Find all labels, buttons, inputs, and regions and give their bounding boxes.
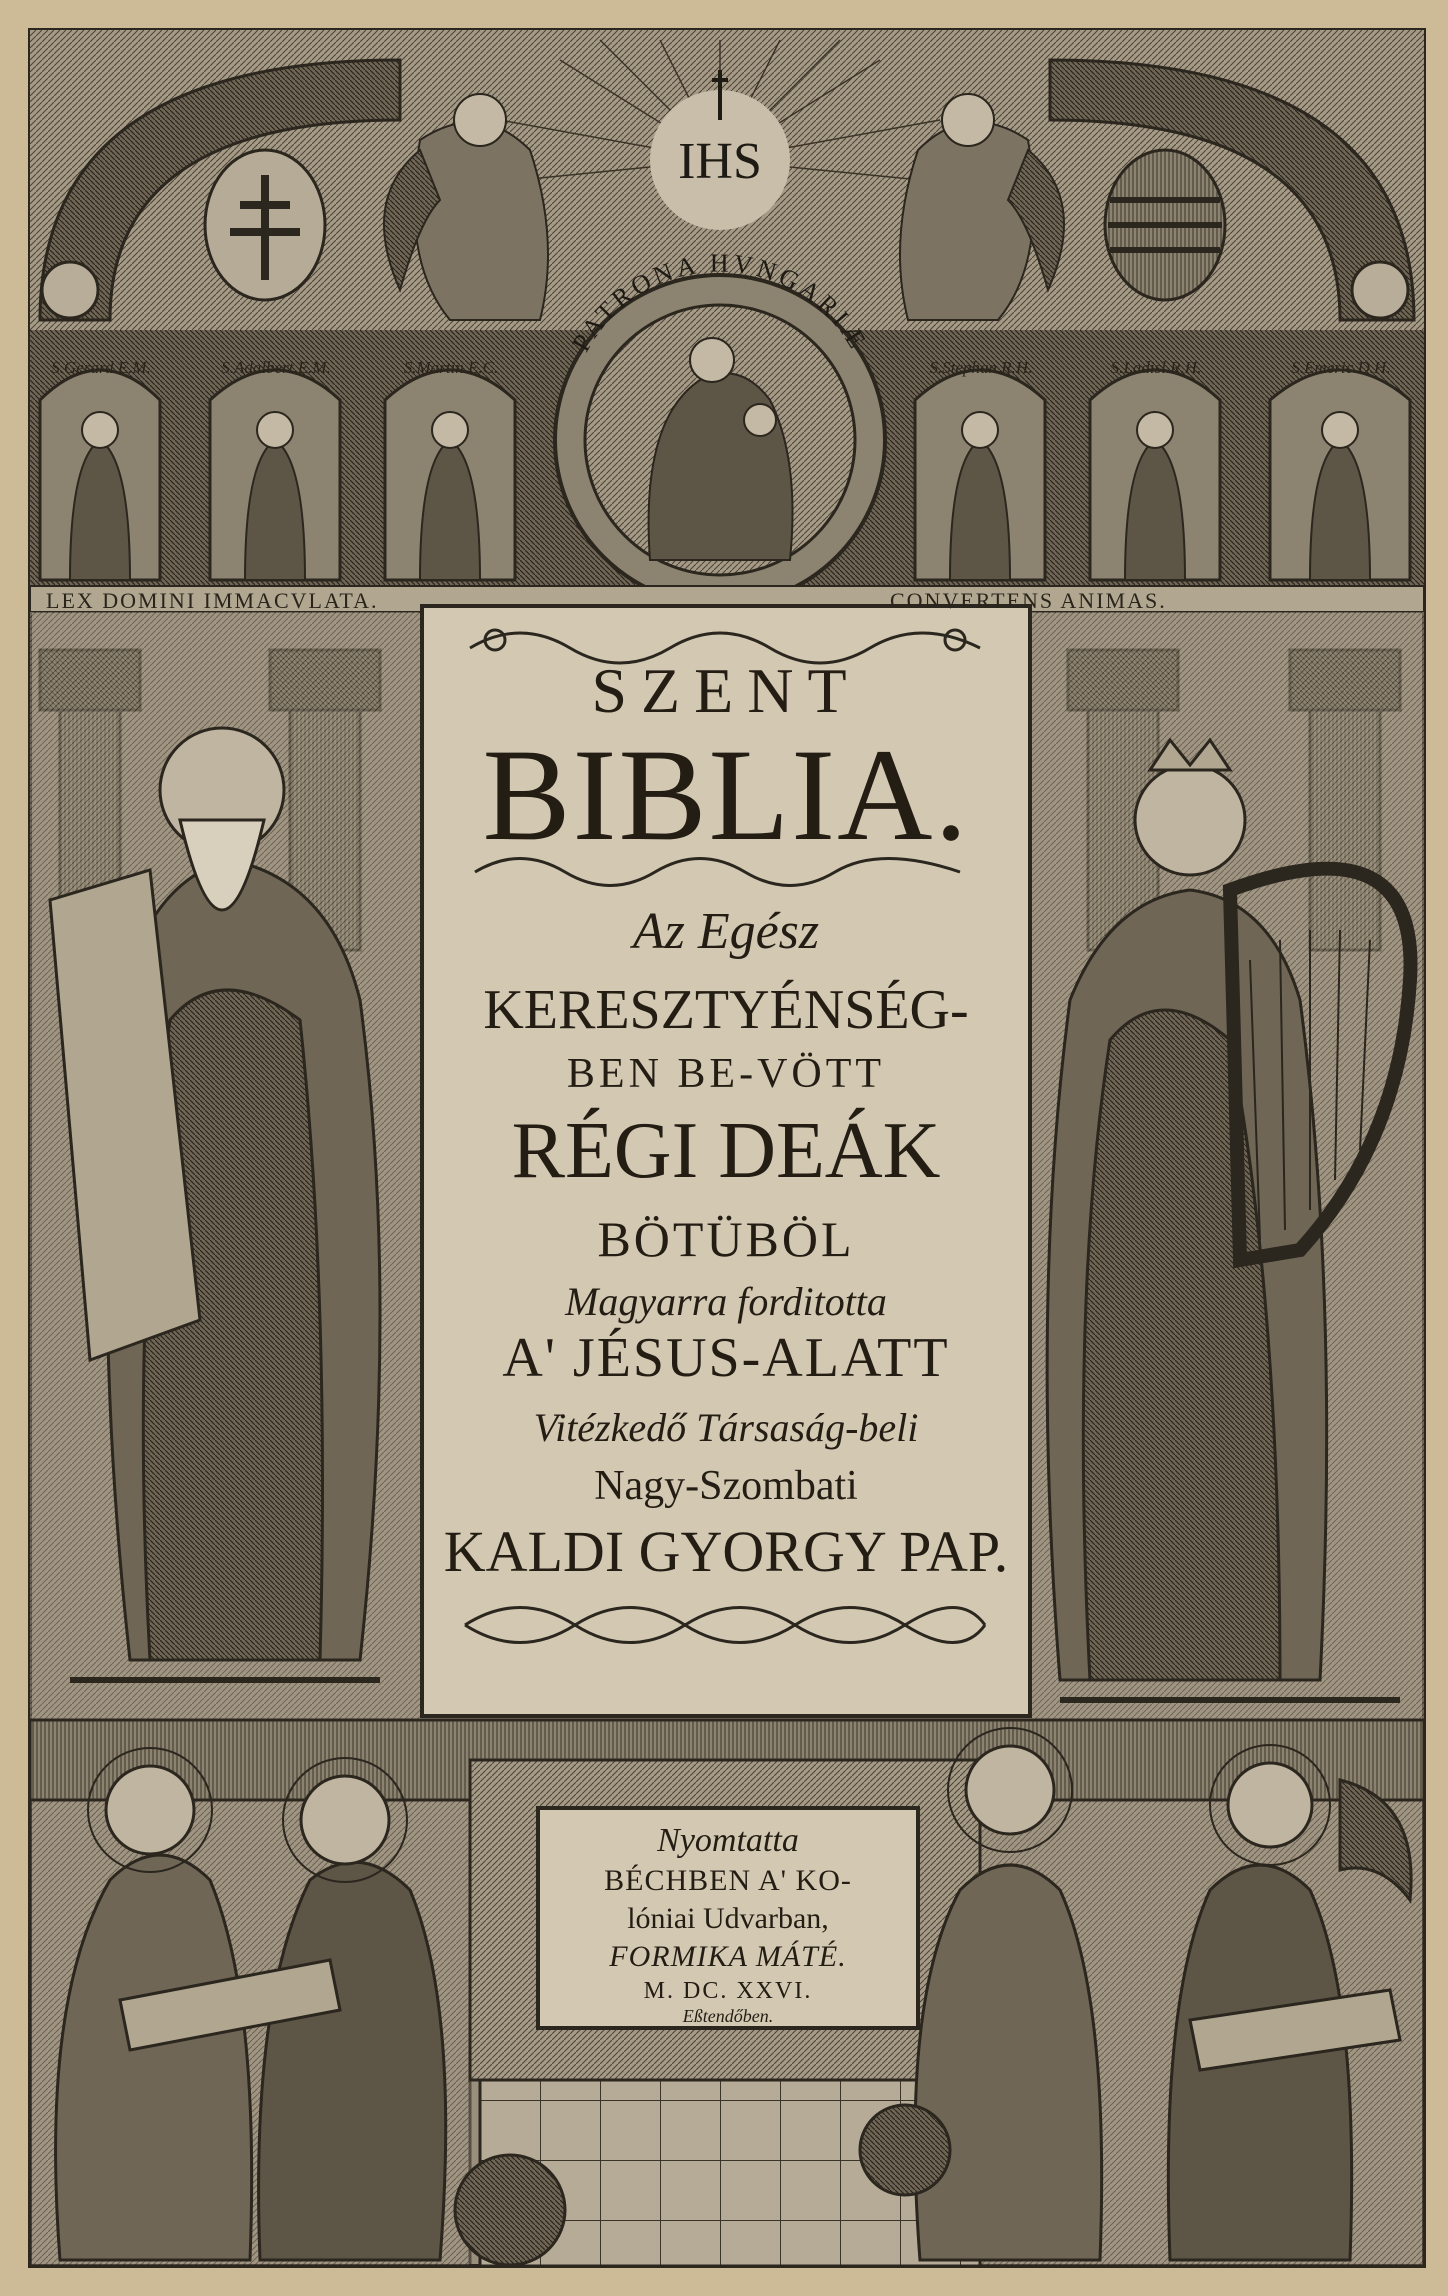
imprint-block — [538, 1808, 918, 2028]
title-line-szent: SZENT — [591, 655, 861, 726]
frieze-right: CONVERTENS ANIMAS. — [890, 588, 1167, 613]
title-line-botubol: BÖTÜBÖL — [597, 1211, 855, 1267]
title-line-kereszty: KERESZTYÉNSÉG- — [483, 979, 969, 1041]
ihs-monogram: IHS — [678, 133, 762, 190]
imprint-bechben: BÉCHBEN A' KO- — [604, 1864, 852, 1897]
saint-label-martin: S.Martin.E.C. — [403, 358, 499, 377]
title-line-regi-deak: RÉGI DEÁK — [511, 1107, 941, 1195]
imprint-estendoben: Eßtendőben. — [682, 2006, 774, 2026]
title-line-az-egesz: Az Egész — [632, 903, 820, 960]
saint-label-stephan: S.Stephan.R.H. — [929, 358, 1033, 377]
saint-label-ladislaus: S.Ladisl.R.H. — [1110, 358, 1202, 377]
imprint-loniai: lóniai Udvarban, — [627, 1902, 829, 1935]
imprint-formika: FORMIKA MÁTÉ. — [609, 1940, 847, 1973]
title-line-magyarra: Magyarra forditotta — [565, 1279, 887, 1324]
medallion-text: PATRONA HVNGARIÆ — [566, 248, 874, 357]
title-line-biblia: BIBLIA. — [482, 721, 970, 868]
title-line-ben-be-vott: BEN BE-VÖTT — [566, 1051, 886, 1097]
title-block — [422, 606, 1030, 1716]
title-line-kaldi: KALDI GYORGY PAP. — [443, 1519, 1009, 1584]
frieze-left: LEX DOMINI IMMACVLATA. — [46, 588, 379, 613]
imprint-date: M. DC. XXVI. — [643, 1978, 813, 2004]
saint-label-emeric: S.Emeric.D.H. — [1291, 358, 1391, 377]
title-line-nagy-szombati: Nagy-Szombati — [594, 1463, 858, 1509]
svg-text:PATRONA HVNGARIÆ — [566, 249, 873, 357]
imprint-nyomtatta: Nyomtatta — [657, 1822, 799, 1859]
title-line-jesus-alatt: A' JÉSUS-ALATT — [502, 1327, 950, 1389]
title-line-vitezkedo: Vitézkedő Társaság-beli — [533, 1405, 919, 1450]
saint-label-gerard: S.Gerard.E.M. — [51, 358, 151, 377]
saint-label-adalbert: S.Adalbert.E.M. — [221, 358, 331, 377]
